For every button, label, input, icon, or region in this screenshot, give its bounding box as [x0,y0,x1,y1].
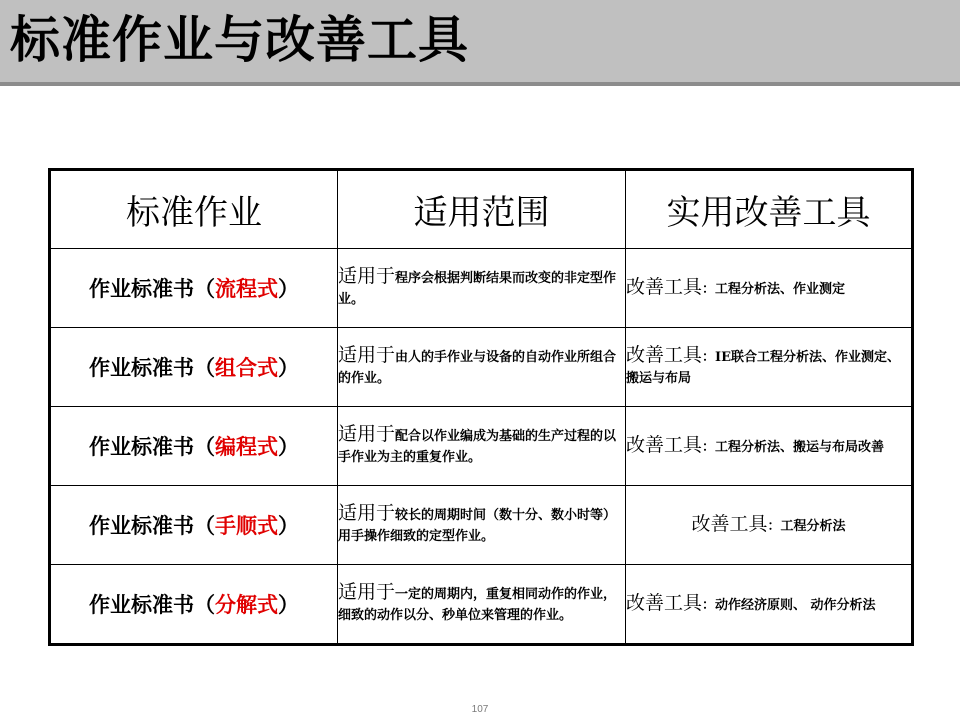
standard-name-cell [50,486,338,565]
tool-text: 工程分析法、搬运与布局改善 [715,439,885,455]
standard-prefix: 作业标准书（ [89,355,215,380]
scope-text: 较长的周期时间（数十分、数小时等）用手操作细致的定型作业。 [338,508,617,544]
title-bar [0,0,960,86]
standard-name-cell [50,249,338,328]
scope-cell [338,249,626,328]
standard-type: 分解式 [215,592,278,617]
tool-colon: ： [767,518,781,534]
tool-text: 动作经济原则、 动作分析法 [715,597,876,613]
tool-colon: ： [702,281,716,297]
tool-cell [626,565,913,645]
standard-type: 手顺式 [215,513,278,538]
standard-suffix: ） [278,592,299,617]
tool-cell [626,328,913,407]
tool-cell [626,249,913,328]
scope-text: 配合以作业编成为基础的生产过程的以手作业为主的重复作业。 [338,429,617,465]
standard-prefix: 作业标准书（ [89,513,215,538]
table-row [50,486,913,565]
tool-text: IE联合工程分析法、作业测定、搬运与布局 [626,350,901,386]
tool-cell [626,486,913,565]
tool-lead: 改善工具 [626,433,703,456]
standard-name-cell [50,565,338,645]
scope-text: 程序会根据判断结果而改变的非定型作业。 [338,271,617,307]
scope-text: 由人的手作业与设备的自动作业所组合的作业。 [338,350,617,386]
scope-lead: 适用于 [338,423,396,445]
table-row [50,249,913,328]
tool-cell [626,407,913,486]
table-row [50,565,913,645]
tool-lead: 改善工具 [626,591,703,614]
tool-lead: 改善工具 [691,512,768,535]
tool-lead: 改善工具 [626,344,703,366]
tool-lead: 改善工具 [626,275,703,298]
standard-type: 编程式 [215,434,278,459]
page-number: 107 [471,704,489,715]
header-standard-work: 标准作业 [50,170,338,249]
standard-prefix: 作业标准书（ [89,592,215,617]
standard-work-table [48,168,914,646]
scope-lead: 适用于 [338,265,396,287]
standard-prefix: 作业标准书（ [89,276,215,301]
header-tools: 实用改善工具 [626,170,913,249]
standard-suffix: ） [278,276,299,301]
tool-text: 工程分析法、作业测定 [715,281,846,297]
standard-type: 流程式 [215,276,278,301]
scope-cell [338,565,626,645]
scope-lead: 适用于 [338,344,396,366]
page-title: 标准作业与改善工具 [10,10,469,69]
scope-cell [338,328,626,407]
table-row [50,328,913,407]
scope-lead: 适用于 [338,502,396,524]
tool-colon: ： [702,350,716,365]
standard-name-cell [50,407,338,486]
scope-text: 一定的周期内，重复相同动作的作业，细致的动作以分、秒单位来管理的作业。 [338,587,617,623]
standard-type: 组合式 [215,355,278,380]
standard-name-cell [50,328,338,407]
header-scope: 适用范围 [338,170,626,249]
scope-cell [338,486,626,565]
standard-suffix: ） [278,355,299,380]
table-header-row [50,170,913,249]
table-row [50,407,913,486]
tool-text: 工程分析法 [780,518,846,534]
standard-suffix: ） [278,434,299,459]
tool-colon: ： [702,439,716,455]
scope-lead: 适用于 [338,581,396,603]
scope-cell [338,407,626,486]
standard-prefix: 作业标准书（ [89,434,215,459]
tool-colon: ： [702,597,716,613]
standard-suffix: ） [278,513,299,538]
